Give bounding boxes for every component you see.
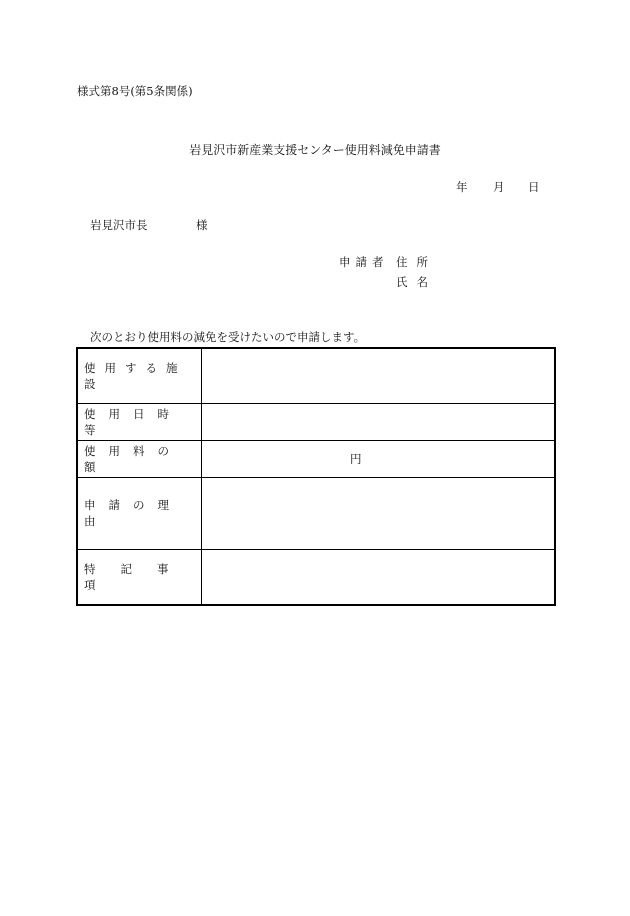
table-row-facility <box>77 348 555 403</box>
fee-unit: 円 <box>350 451 362 466</box>
reason-field[interactable] <box>202 477 556 549</box>
addressee-name: 岩見沢市長 <box>90 218 148 232</box>
row-label-text: 申請の理由 <box>84 498 182 528</box>
intro-text: 次のとおり使用料の減免を受けたいので申請します。 <box>90 330 366 344</box>
row-label-text: 使用日時等 <box>84 406 182 437</box>
table-row-datetime <box>77 403 555 440</box>
applicant-address-label: 住所 <box>396 255 437 269</box>
table-row-reason <box>77 477 555 549</box>
table-row-fee <box>77 440 555 477</box>
date-day-label: 日 <box>528 180 540 194</box>
row-label-fee <box>77 440 202 477</box>
row-label-text: 特記事項 <box>84 561 194 592</box>
date-year-label: 年 <box>456 180 468 194</box>
applicant-name-label: 氏名 <box>396 275 437 289</box>
row-label-notes <box>77 549 202 605</box>
row-label-facility <box>77 348 202 403</box>
table-row-notes <box>77 549 555 605</box>
date-month-label: 月 <box>493 180 505 194</box>
row-label-text: 使用する施設 <box>84 360 187 391</box>
row-label-reason <box>77 477 202 549</box>
row-label-text: 使用料の額 <box>84 443 182 474</box>
fee-field[interactable] <box>202 440 556 477</box>
notes-field[interactable] <box>202 549 556 605</box>
application-form-table <box>76 347 556 606</box>
document-title: 岩見沢市新産業支援センター使用料減免申請書 <box>189 143 441 157</box>
addressee-honorific: 様 <box>196 218 208 232</box>
applicant-label: 申請者 <box>339 255 389 269</box>
datetime-field[interactable] <box>202 403 556 440</box>
facility-field[interactable] <box>202 348 556 403</box>
form-number: 様式第8号(第5条関係) <box>77 84 193 98</box>
row-label-datetime <box>77 403 202 440</box>
